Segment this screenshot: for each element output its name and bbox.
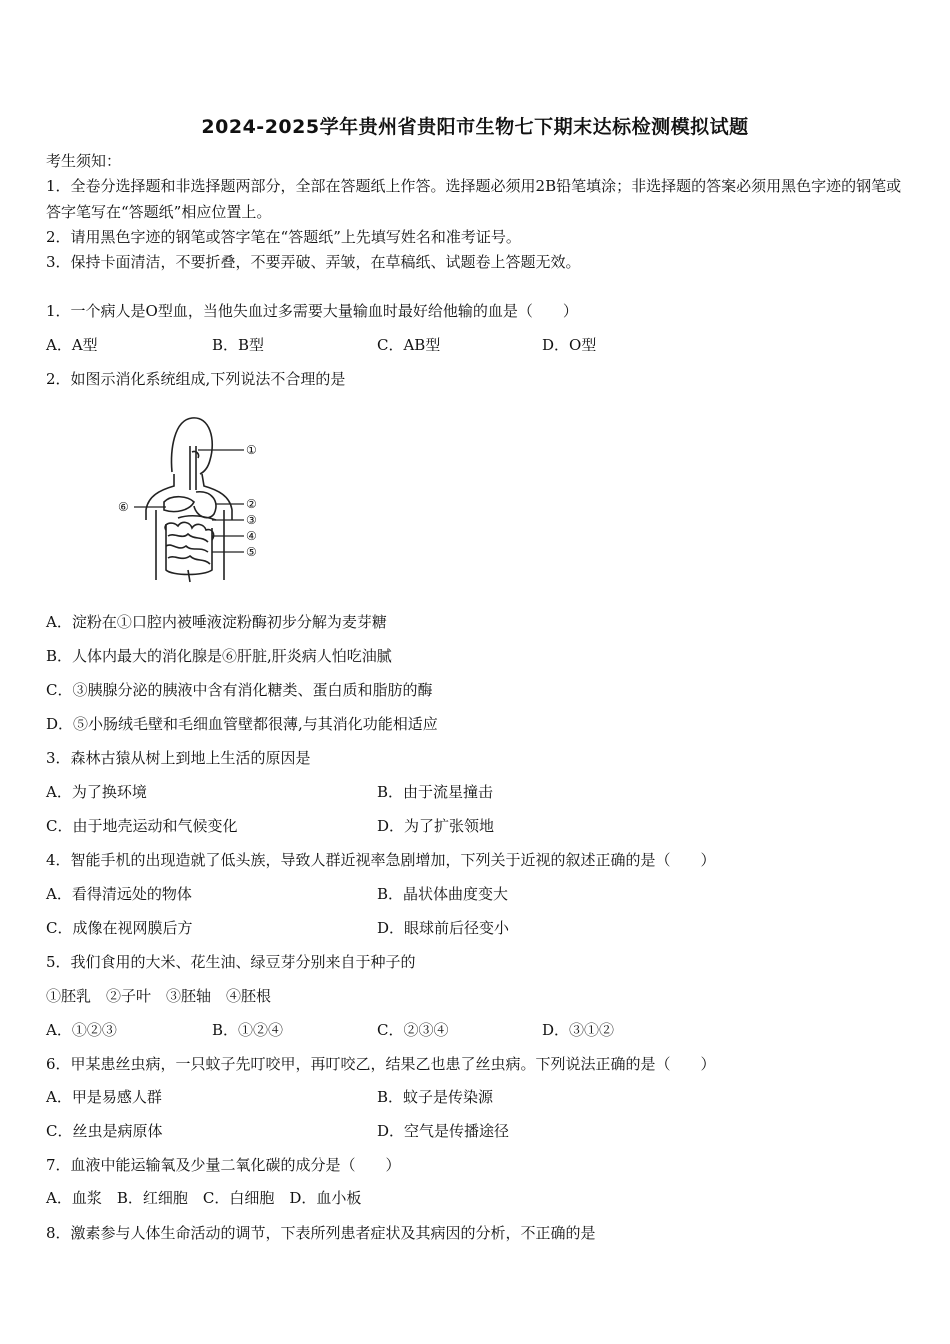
q2-option-b[interactable]: B．人体内最大的消化腺是⑥肝脏,肝炎病人怕吃油腻 — [46, 647, 392, 665]
q1-option-a[interactable]: A．A型 — [46, 336, 98, 354]
figure-label-3: ③ — [246, 513, 257, 527]
q1-stem: 1．一个病人是O型血，当他失血过多需要大量输血时最好给他输的血是（ ） — [46, 302, 578, 320]
notice-item-3: 3．保持卡面清洁，不要折叠，不要弄破、弄皱，在草稿纸、试题卷上答题无效。 — [46, 253, 581, 271]
q4-option-c[interactable]: C．成像在视网膜后方 — [46, 919, 193, 937]
q2-stem: 2．如图示消化系统组成,下列说法不合理的是 — [46, 370, 346, 388]
page-title: 2024-2025学年贵州省贵阳市生物七下期末达标检测模拟试题 — [201, 116, 749, 138]
q3-stem: 3．森林古猿从树上到地上生活的原因是 — [46, 749, 311, 767]
q5-option-b[interactable]: B．①②④ — [212, 1021, 284, 1039]
q5-option-a[interactable]: A．①②③ — [46, 1021, 117, 1039]
q8-stem: 8．激素参与人体生命活动的调节，下表所列患者症状及其病因的分析，不正确的是 — [46, 1224, 596, 1242]
q5-option-c[interactable]: C．②③④ — [377, 1021, 449, 1039]
figure-label-5: ⑤ — [246, 545, 257, 559]
q1-option-c[interactable]: C．AB型 — [377, 336, 441, 354]
q5-parts: ①胚乳 ②子叶 ③胚轴 ④胚根 — [46, 987, 272, 1005]
q2-option-a[interactable]: A．淀粉在①口腔内被唾液淀粉酶初步分解为麦芽糖 — [46, 613, 387, 631]
q6-option-d[interactable]: D．空气是传播途径 — [377, 1122, 510, 1140]
q7-stem: 7．血液中能运输氧及少量二氧化碳的成分是（ ） — [46, 1156, 401, 1174]
q4-option-b[interactable]: B．晶状体曲度变大 — [377, 885, 509, 903]
q3-option-d[interactable]: D．为了扩张领地 — [377, 817, 495, 835]
q4-option-a[interactable]: A．看得清远处的物体 — [46, 885, 192, 903]
notice-item-2: 2．请用黑色字迹的钢笔或答字笔在“答题纸”上先填写姓名和准考证号。 — [46, 228, 521, 246]
q1-option-b[interactable]: B．B型 — [212, 336, 265, 354]
figure-label-6: ⑥ — [118, 500, 129, 514]
notice-heading: 考生须知： — [46, 152, 122, 170]
q4-option-d[interactable]: D．眼球前后径变小 — [377, 919, 510, 937]
q4-stem: 4．智能手机的出现造就了低头族，导致人群近视率急剧增加，下列关于近视的叙述正确的是（ ） — [46, 851, 716, 869]
notice-item-1: 1．全卷分选择题和非选择题两部分，全部在答题纸上作答。选择题必须用2B铅笔填涂；非选择题的答案必须用黑色字迹的钢笔或答字笔写在“答题纸”相应位置上。 — [46, 177, 902, 221]
digestive-system-figure — [112, 410, 272, 590]
q5-option-d[interactable]: D．③①② — [542, 1021, 615, 1039]
q6-option-b[interactable]: B．蚊子是传染源 — [377, 1088, 494, 1106]
q2-option-d[interactable]: D．⑤小肠绒毛壁和毛细血管壁都很薄,与其消化功能相适应 — [46, 715, 438, 733]
q6-stem: 6．甲某患丝虫病，一只蚊子先叮咬甲，再叮咬乙，结果乙也患了丝虫病。下列说法正确的是（ ） — [46, 1055, 716, 1073]
figure-label-2: ② — [246, 497, 257, 511]
q6-option-a[interactable]: A．甲是易感人群 — [46, 1088, 162, 1106]
q3-option-b[interactable]: B．由于流星撞击 — [377, 783, 494, 801]
figure-label-1: ① — [246, 443, 257, 457]
q7-options[interactable]: A．血浆 B．红细胞 C．白细胞 D．血小板 — [46, 1189, 362, 1207]
figure-label-4: ④ — [246, 529, 257, 543]
q3-option-c[interactable]: C．由于地壳运动和气候变化 — [46, 817, 238, 835]
q5-stem: 5．我们食用的大米、花生油、绿豆芽分别来自于种子的 — [46, 953, 416, 971]
q1-option-d[interactable]: D．O型 — [542, 336, 597, 354]
q3-option-a[interactable]: A．为了换环境 — [46, 783, 147, 801]
q6-option-c[interactable]: C．丝虫是病原体 — [46, 1122, 163, 1140]
q2-option-c[interactable]: C．③胰腺分泌的胰液中含有消化糖类、蛋白质和脂肪的酶 — [46, 681, 433, 699]
